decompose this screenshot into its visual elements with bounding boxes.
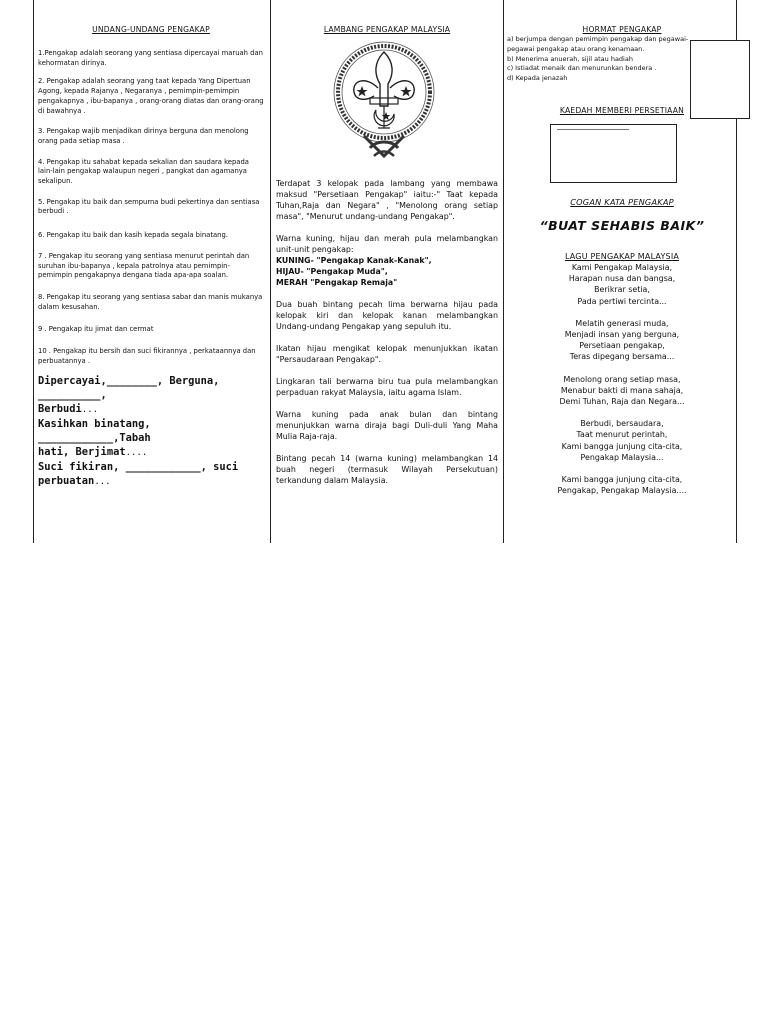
scout-law-item: 3. Pengakap wajib menjadikan dirinya berguna dan menolong orang pada setiap masa .	[38, 127, 249, 145]
overlay-box	[690, 40, 750, 119]
emblem-paragraph: Terdapat 3 kelopak pada lambang yang membawa maksud "Persetiaan Pengakap" iaitu:-" Taat kepada Tuhan,Raja dan Negara" , "Menolong orang setiap masa", "Menurut undang-undang Pengakap".	[276, 179, 498, 221]
fill-in-dots: ...	[94, 477, 111, 488]
song-heading: LAGU PENGAKAP MALAYSIA	[564, 252, 680, 261]
song-line: Persetiaan pengakap,	[579, 341, 665, 351]
unit-item	[274, 277, 500, 288]
song-stanza	[507, 318, 737, 363]
unit-value: "Pengakap Remaja"	[307, 278, 398, 287]
salute-item: d) Kepada jenazah	[507, 74, 568, 83]
emblem-column	[274, 0, 500, 485]
song-line: Kami bangga junjung cita-cita,	[561, 475, 683, 485]
fill-in-text: Berbudi	[38, 403, 82, 416]
song-line: Taat menurut perintah,	[576, 430, 668, 440]
song-line: Menjadi insan yang berguna,	[564, 330, 680, 340]
song-line: Harapan nusa dan bangsa,	[568, 274, 676, 284]
unit-value: "Pengakap Muda",	[303, 267, 388, 276]
motto-text: “BUAT SEHABIS BAIK”	[539, 218, 705, 233]
salute-heading: HORMAT PENGAKAP	[582, 25, 662, 34]
salute-item: b) Menerima anuerah, sijil atau hadiah	[507, 54, 633, 63]
song-line: Menolong orang setiap masa,	[563, 374, 681, 384]
unit-label: MERAH	[276, 278, 308, 287]
song-stanza	[507, 262, 737, 307]
fill-in-text: Suci fikiran, ____________, suci	[38, 461, 239, 474]
song-line: Kami bangga junjung cita-cita,	[561, 441, 683, 451]
scout-law-column	[36, 0, 266, 489]
scout-law-item: 7 . Pengakap itu seorang yang sentiasa menurut perintah dan suruhan ibu-bapanya , kepala patrolnya atau pemimpin-pemimpin pengakapnya dengana tiada apa-apa soalan.	[38, 251, 250, 280]
unit-label: HIJAU-	[276, 267, 304, 276]
salute-item: pegawai pengakap atau orang kenamaan.	[507, 44, 645, 53]
song-line: Melatih generasi muda,	[575, 318, 669, 328]
salute-item: c) Istiadat menaik dan menurunkan bendera .	[507, 64, 657, 73]
fill-in-text: perbuatan	[38, 475, 95, 488]
salute-item: a) berjumpa dengan pemimpin pengakap dan pegawai-	[507, 35, 689, 43]
column-divider-2	[503, 0, 504, 543]
emblem-paragraph: Warna kuning, hijau dan merah pula melambangkan unit-unit pengakap:	[276, 234, 498, 254]
scout-law-item: 6. Pengakap itu baik dan kasih kepada segala binatang.	[38, 231, 228, 240]
scout-law-item: 5. Pengakap itu baik dan sempurna budi pekertinya dan sentiasa berbudi .	[38, 197, 260, 216]
emblem-paragraph: Warna kuning pada anak bulan dan bintang menunjukkan warna diraja bagi Duli-duli Yang Maha Mulia Raja-raja.	[276, 410, 498, 441]
song-line: Demi Tuhan, Raja dan Negara...	[559, 397, 685, 407]
scout-law-heading: UNDANG-UNDANG PENGAKAP	[92, 25, 210, 34]
emblem-heading: LAMBANG PENGAKAP MALAYSIA	[323, 25, 451, 34]
emblem-paragraph: Ikatan hijau mengikat kelopak menunjukkan ikatan "Persaudaraan Pengakap".	[276, 344, 498, 364]
song-line: Pengakap Malaysia...	[580, 452, 664, 462]
song-line: Berbudi, bersaudara,	[580, 419, 664, 429]
fill-in-text: Kasihkan binatang, ____________,Tabah	[38, 418, 151, 445]
emblem-description	[274, 178, 500, 486]
song-line: Kami Pengakap Malaysia,	[571, 263, 673, 272]
promise-image-box	[550, 124, 677, 183]
fill-in-dots: ....	[125, 448, 148, 459]
scout-emblem-icon	[330, 36, 438, 166]
song-stanza	[507, 418, 737, 463]
fill-in-line	[36, 460, 266, 474]
fill-in-line	[36, 374, 266, 402]
fill-in-text: Dipercayai,________, Berguna, __________,	[38, 375, 220, 402]
unit-item	[274, 255, 500, 266]
scout-law-item: 4. Pengakap itu sahabat kepada sekalian dan saudara kepada lain-lain pengakap walaupun negeri , pangkat dan agamanya sekalipun.	[38, 157, 249, 186]
box-mark	[557, 129, 629, 130]
scout-law-item: 2. Pengakap adalah seorang yang taat kepada Yang Dipertuan Agong, kepada Rajanya , Negaranya , pemimpin-pemimpin pengakapnya , ibu-bapanya , orang-orang diatas dan orang-orang di bawahnya .	[38, 77, 264, 115]
frame-left-line	[33, 0, 34, 543]
fill-in-line	[36, 402, 266, 417]
fill-in-exercise	[36, 374, 266, 489]
unit-value: "Pengakap Kanak-Kanak",	[313, 256, 432, 265]
scout-law-item: 10 . Pengakap itu bersih dan suci fikirannya , perkataannya dan perbuatannya .	[38, 347, 256, 365]
song-stanza	[507, 374, 737, 408]
fill-in-text: hati, Berjimat	[38, 446, 126, 459]
promise-method-heading: KAEDAH MEMBERI PERSETIAAN	[559, 106, 685, 115]
song-line: Teras dipegang bersama...	[569, 352, 675, 362]
song-line: Berikrar setia,	[594, 285, 650, 295]
column-divider-1	[270, 0, 271, 543]
emblem-paragraph: Bintang pecah 14 (warna kuning) melambangkan 14 buah negeri (termasuk Wilayah Persekutuan) terkandung dalam Malaysia.	[276, 454, 498, 485]
scout-law-item: 8. Pengakap itu seorang yang sentiasa sabar dan manis mukanya dalam kesusahan.	[38, 292, 263, 311]
song-stanza	[507, 474, 737, 496]
unit-label: KUNING-	[276, 256, 314, 265]
song-line: Pada pertiwi tercinta...	[577, 296, 667, 306]
song-line: Pengakap, Pengakap Malaysia....	[557, 486, 687, 496]
fill-in-dots: ...	[81, 405, 99, 416]
emblem-paragraph: Dua buah bintang pecah lima berwarna hijau pada kelopak kiri dan kelopak kanan melambangkan Undang-undang Pengakap yang sepuluh itu.	[276, 300, 498, 331]
fill-in-line	[36, 474, 266, 489]
scout-law-item: 9 . Pengakap itu jimat dan cermat	[38, 325, 154, 334]
scout-law-item: 1.Pengakap adalah seorang yang sentiasa dipercayai maruah dan kehormatan dirinya.	[38, 49, 263, 67]
unit-item	[274, 266, 500, 277]
song-line: Menabur bakti di mana sahaja,	[560, 385, 684, 395]
emblem-paragraph: Lingkaran tali berwarna biru tua pula melambangkan perpaduan rakyat Malaysia, iaitu agama Islam.	[276, 377, 498, 397]
motto-heading: COGAN KATA PENGAKAP	[570, 197, 674, 207]
fill-in-line	[36, 445, 266, 460]
song-lyrics	[507, 262, 737, 507]
fill-in-line	[36, 417, 266, 445]
